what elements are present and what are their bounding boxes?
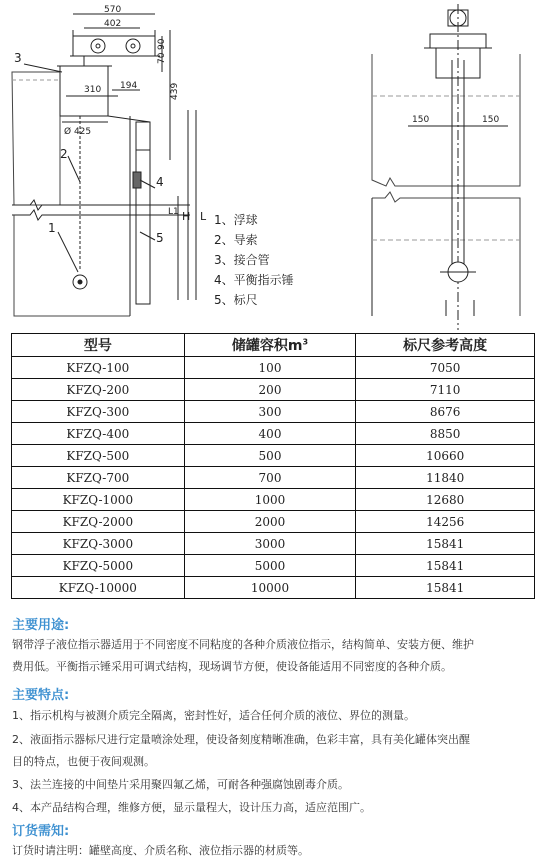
callout-5: 5 — [156, 231, 164, 245]
feature-line: 4、本产品结构合理，维修方便，显示量程大，设计压力高，适应范围广。 — [12, 801, 371, 814]
order-line: 订货时请注明：罐壁高度、介质名称、液位指示器的材质等。 — [12, 844, 309, 857]
cell-height: 8676 — [356, 401, 535, 423]
cell-height: 15841 — [356, 555, 535, 577]
dim-310: 310 — [84, 85, 102, 95]
table-row — [12, 489, 535, 511]
cell-height: 10660 — [356, 445, 535, 467]
table-row — [12, 423, 535, 445]
table-row — [12, 401, 535, 423]
cell-volume: 10000 — [184, 577, 356, 599]
cell-height: 14256 — [356, 511, 535, 533]
dim-dia-425: Ø 425 — [64, 127, 92, 137]
table-row — [12, 357, 535, 379]
dim-70: 70 — [157, 52, 167, 64]
cell-volume: 700 — [184, 467, 356, 489]
cell-volume: 1000 — [184, 489, 356, 511]
dim-150-right: 150 — [482, 115, 500, 125]
cell-height: 12680 — [356, 489, 535, 511]
cell-model: KFZQ-200 — [12, 379, 185, 401]
dim-L: L — [200, 210, 207, 223]
cell-volume: 300 — [184, 401, 356, 423]
cell-model: KFZQ-300 — [12, 401, 185, 423]
col-header-volume: 储罐容积$m^3$ — [184, 334, 356, 357]
dim-90: 90 — [157, 38, 167, 50]
technical-drawing — [0, 0, 546, 330]
dim-H: H — [182, 210, 191, 223]
dim-570: 570 — [104, 5, 122, 15]
cell-height: 8850 — [356, 423, 535, 445]
col-header-height: 标尺参考高度 — [356, 334, 535, 357]
feature-line: 2、液面指示器标尺进行定量喷涂处理，使设备刻度精晰准确，色彩丰富，具有美化罐体突出醒 — [12, 733, 470, 746]
spec-table — [11, 333, 535, 599]
callout-2: 2 — [60, 147, 68, 161]
cell-height: 15841 — [356, 533, 535, 555]
usage-line: 钢带浮子液位指示器适用于不同密度不同粘度的各种介质液位指示，结构简单、安装方便、维护 — [12, 638, 474, 651]
callout-3: 3 — [14, 51, 22, 65]
dim-194: 194 — [120, 81, 138, 91]
legend-item: 5、标尺 — [214, 293, 258, 307]
table-row — [12, 555, 535, 577]
table-row — [12, 467, 535, 489]
dim-150-left: 150 — [412, 115, 430, 125]
callout-4: 4 — [156, 175, 164, 189]
cell-volume: 3000 — [184, 533, 356, 555]
cell-height: 11840 — [356, 467, 535, 489]
features-title: 主要特点: — [12, 688, 70, 703]
cell-volume: 200 — [184, 379, 356, 401]
feature-line: 目的特点，也便于夜间观测。 — [12, 755, 155, 768]
usage-line: 费用低。平衡指示锤采用可调式结构，现场调节方便，使设备能适用不同密度的各种介质。 — [12, 660, 452, 673]
cell-model: KFZQ-5000 — [12, 555, 185, 577]
feature-line: 3、法兰连接的中间垫片采用聚四氟乙烯，可耐各种强腐蚀剧毒介质。 — [12, 778, 349, 791]
cell-model: KFZQ-700 — [12, 467, 185, 489]
table-row — [12, 577, 535, 599]
cell-model: KFZQ-400 — [12, 423, 185, 445]
cell-model: KFZQ-500 — [12, 445, 185, 467]
legend-item: 4、平衡指示锤 — [214, 273, 294, 287]
cell-height: 15841 — [356, 577, 535, 599]
cell-model: KFZQ-1000 — [12, 489, 185, 511]
dim-439: 439 — [170, 82, 180, 100]
dim-402: 402 — [104, 19, 122, 29]
cell-volume: 500 — [184, 445, 356, 467]
order-title: 订货需知: — [12, 824, 70, 839]
legend-item: 3、接合管 — [214, 253, 270, 267]
feature-line: 1、指示机构与被测介质完全隔离，密封性好，适合任何介质的液位、界位的测量。 — [12, 709, 415, 722]
table-row — [12, 511, 535, 533]
callout-1: 1 — [48, 221, 56, 235]
table-row — [12, 445, 535, 467]
cell-height: 7050 — [356, 357, 535, 379]
legend-item: 1、浮球 — [214, 213, 258, 227]
cell-volume: 100 — [184, 357, 356, 379]
cell-model: KFZQ-2000 — [12, 511, 185, 533]
cell-model: KFZQ-100 — [12, 357, 185, 379]
legend-item: 2、导索 — [214, 233, 258, 247]
cell-model: KFZQ-3000 — [12, 533, 185, 555]
table-header-row — [12, 334, 535, 357]
cell-height: 7110 — [356, 379, 535, 401]
dim-L1: L1 — [168, 207, 179, 217]
cell-model: KFZQ-10000 — [12, 577, 185, 599]
cell-volume: 400 — [184, 423, 356, 445]
usage-title: 主要用途: — [12, 618, 70, 633]
cell-volume: 2000 — [184, 511, 356, 533]
table-row — [12, 533, 535, 555]
col-header-model: 型号 — [12, 334, 185, 357]
table-row — [12, 379, 535, 401]
cell-volume: 5000 — [184, 555, 356, 577]
